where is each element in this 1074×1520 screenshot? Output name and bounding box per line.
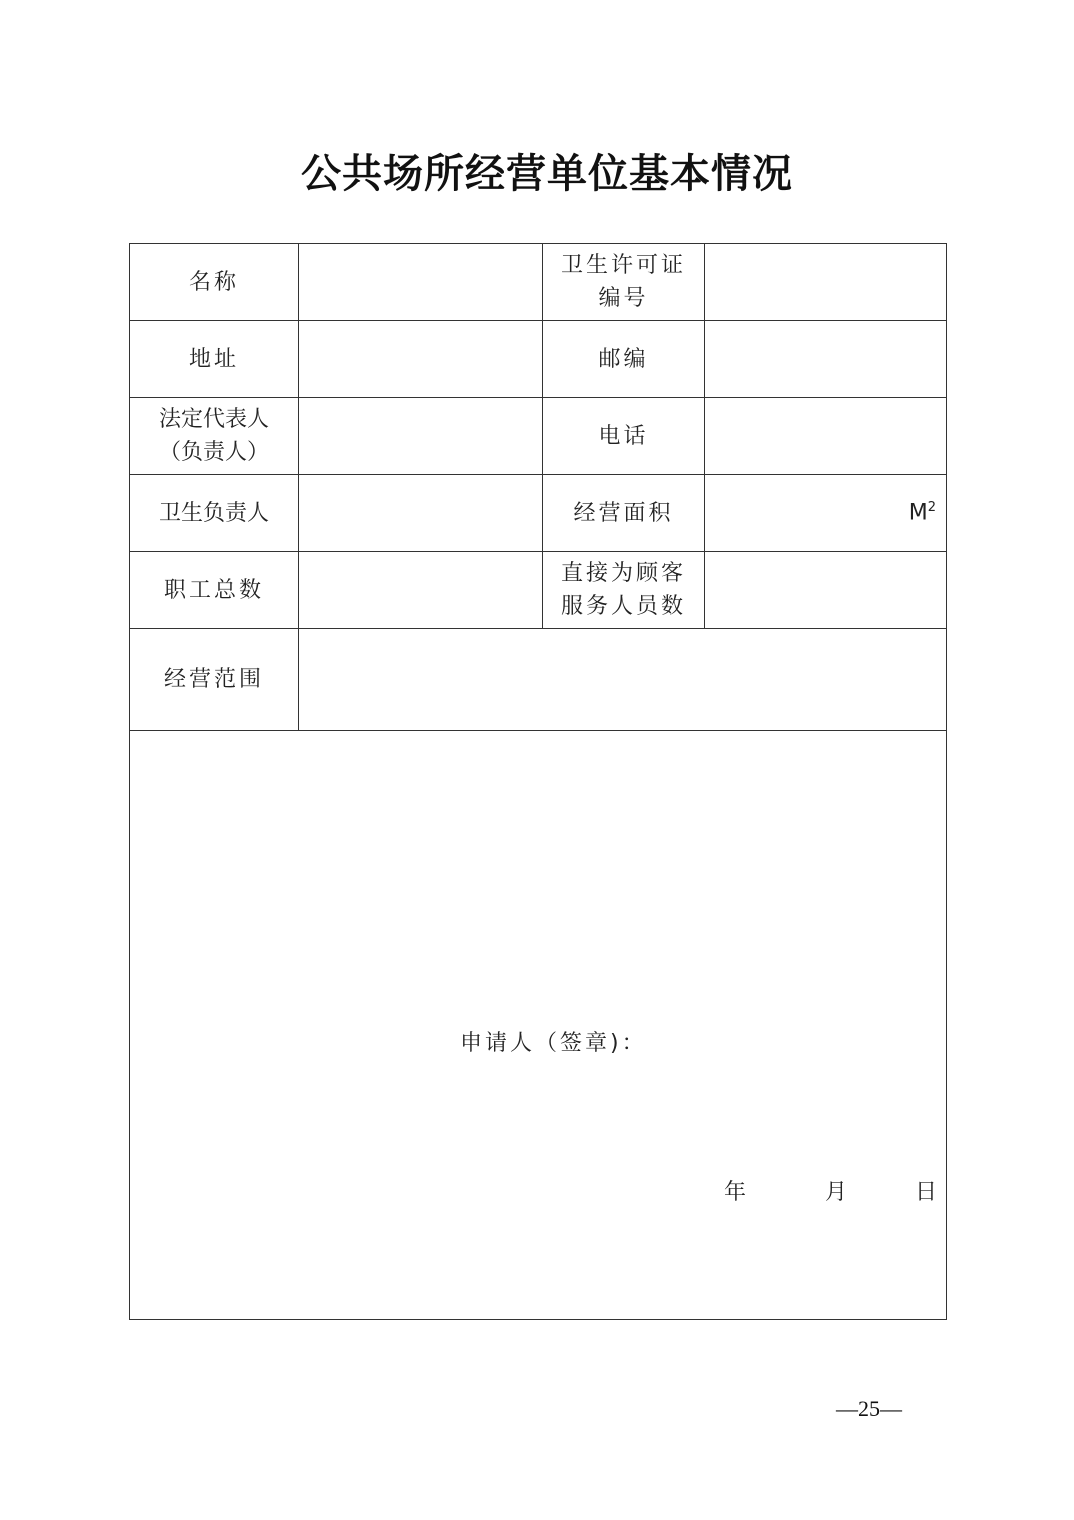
hygiene-manager-field[interactable] [299, 475, 543, 552]
name-field[interactable] [299, 244, 543, 321]
postcode-field[interactable] [705, 321, 947, 398]
hygiene-manager-label: 卫生负责人 [130, 475, 299, 552]
business-scope-field[interactable] [299, 629, 947, 731]
signature-area[interactable] [130, 731, 947, 1320]
customer-service-staff-label: 直接为顾客服务人员数 [543, 552, 705, 629]
table-row [130, 321, 947, 398]
phone-label: 电话 [543, 398, 705, 475]
staff-total-label: 职工总数 [130, 552, 299, 629]
hygiene-license-label: 卫生许可证编号 [543, 244, 705, 321]
legal-representative-field[interactable] [299, 398, 543, 475]
business-area-field[interactable] [705, 475, 947, 552]
address-label: 地址 [130, 321, 299, 398]
table-row [130, 731, 947, 1320]
page-number: —25— [836, 1396, 902, 1421]
table-row [130, 475, 947, 552]
customer-service-staff-field[interactable] [705, 552, 947, 629]
date-line [130, 1175, 946, 1205]
table-row [130, 629, 947, 731]
hygiene-license-field[interactable] [705, 244, 947, 321]
postcode-label: 邮编 [543, 321, 705, 398]
legal-representative-label: 法定代表人（负责人） [130, 398, 299, 475]
basic-info-table [129, 243, 947, 1320]
staff-total-field[interactable] [299, 552, 543, 629]
table-row [130, 244, 947, 321]
business-area-label: 经营面积 [543, 475, 705, 552]
phone-field[interactable] [705, 398, 947, 475]
business-scope-label: 经营范围 [130, 629, 299, 731]
day-label: 日 [915, 1180, 938, 1205]
table-row [130, 552, 947, 629]
name-label: 名称 [130, 244, 299, 321]
applicant-signature-label: 申请人（签章)： [460, 1031, 647, 1056]
year-label: 年 [724, 1180, 747, 1205]
document-title: 公共场所经营单位基本情况 [301, 150, 793, 197]
table-row [130, 398, 947, 475]
month-label: 月 [825, 1180, 848, 1205]
area-unit-superscript: 2 [927, 500, 936, 516]
address-field[interactable] [299, 321, 543, 398]
area-unit: M [908, 500, 928, 526]
